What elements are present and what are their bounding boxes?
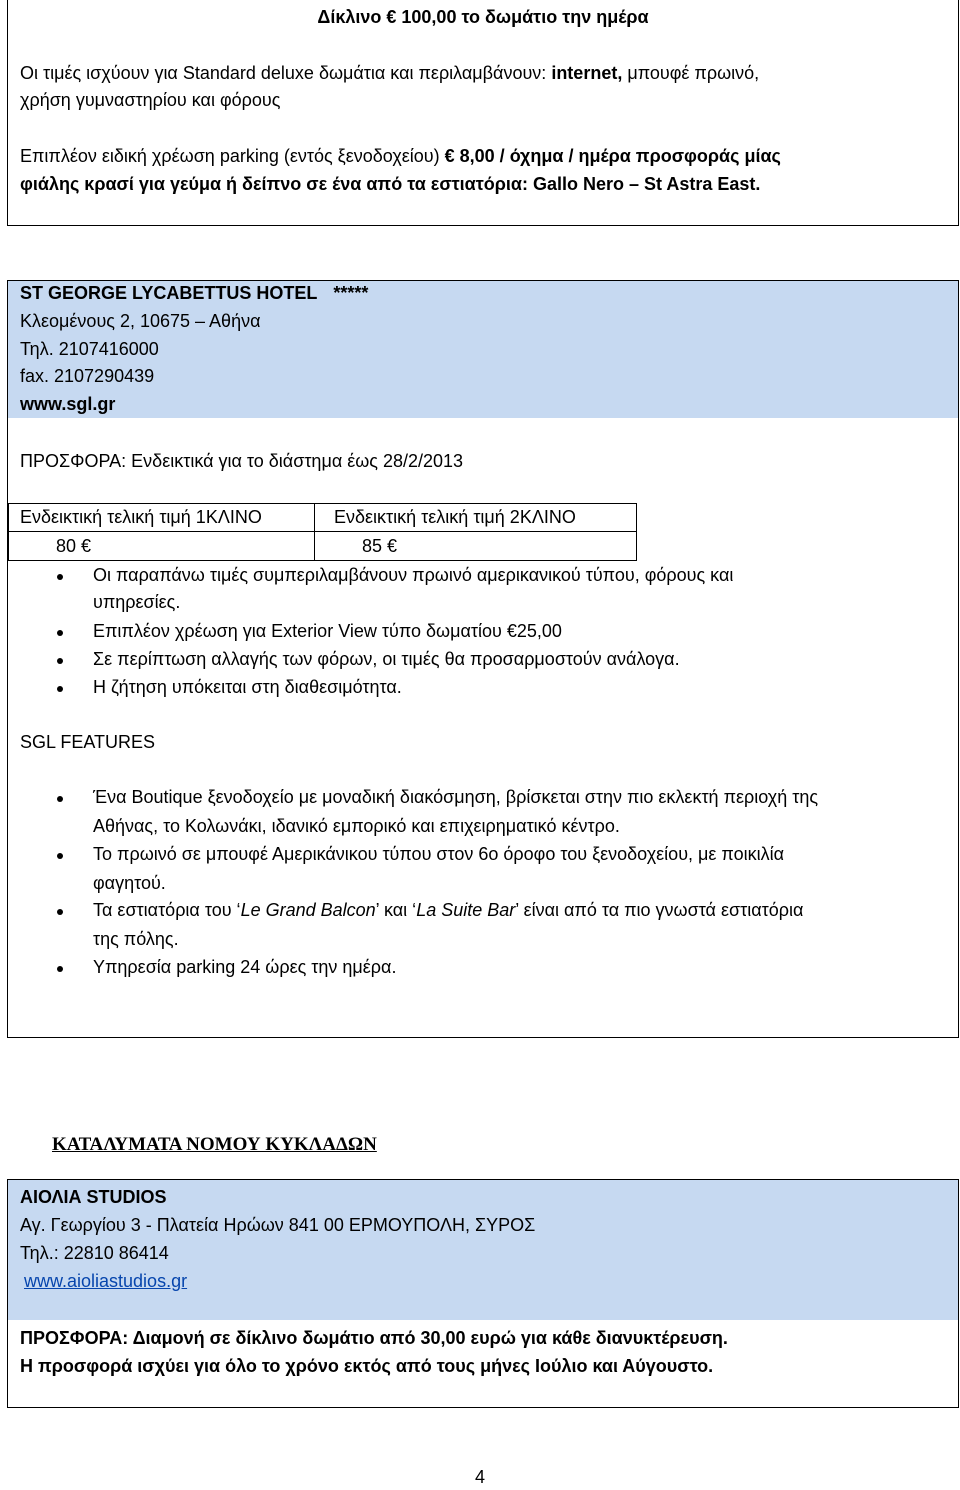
page-number: 4 [474,1467,485,1487]
hotel1-stars: ***** [333,283,369,303]
feature-1-cont: Αθήνας, το Κολωνάκι, ιδανικό εμπορικό και επιχειρηματικό κέντρο. [93,816,620,836]
hotel1-bullet-2: Επιπλέον χρέωση για Exterior View τύπο δωματίου €25,00 [93,621,562,641]
price-table-value-1 [8,531,315,561]
hotel1-phone: Τηλ. 2107416000 [20,339,159,359]
bullet-icon [57,909,63,915]
hotel1-website-link[interactable]: www.sgl.gr [20,394,116,414]
price-table-value-1-text: 80 € [56,536,92,556]
top-offer-title: Δίκλινο € 100,00 το δωμάτιο την ημέρα [317,7,649,27]
feature-3-restaurant-1: Le Grand Balcon [240,900,376,920]
bullet-icon [57,630,63,636]
hotel2-website-link[interactable]: www.aioliastudios.gr [24,1271,188,1291]
features-title: SGL FEATURES [20,732,156,752]
price-table-header-2-text: Ενδεικτική τελική τιμή 2ΚΛΙΝΟ [334,507,576,527]
hotel2-offer-2: Η προσφορά ισχύει για όλο το χρόνο εκτός από τους μήνες Ιούλιο και Αύγουστο. [20,1356,714,1376]
feature-4: Υπηρεσία parking 24 ώρες την ημέρα. [93,957,397,977]
hotel2-address: Αγ. Γεωργίου 3 - Πλατεία Ηρώων 841 00 ΕΡΜΟΥΠΟΛΗ, ΣΥΡΟΣ [20,1215,536,1235]
bullet-icon [57,686,63,692]
hotel2-offer-1: ΠΡΟΣΦΟΡΑ: Διαμονή σε δίκλινο δωμάτιο από 30,00 ευρώ για κάθε διανυκτέρευση. [20,1328,728,1348]
top-offer-line-2: χρήση γυμναστηρίου και φόρους [20,90,281,110]
hotel2-phone: Τηλ.: 22810 86414 [20,1243,169,1263]
top-offer-line-3-bold: € 8,00 / όχημα / ημέρα προσφοράς μίας [444,146,781,166]
feature-3 [93,897,803,923]
hotel1-name-text: ST GEORGE LYCABETTUS HOTEL [20,283,318,303]
top-offer-line-3-text: Επιπλέον ειδική χρέωση parking (εντός ξενοδοχείου) [20,146,445,166]
top-offer-line-4: φιάλης κρασί για γεύμα ή δείπνο σε ένα από τα εστιατόρια: Gallo Nero – St Astra East. [20,174,761,194]
feature-2: Το πρωινό σε μπουφέ Αμερικάνικου τύπου στον 6ο όροφο του ξενοδοχείου, με ποικιλία [93,844,785,864]
bullet-icon [57,574,63,580]
hotel1-bullet-1: Οι παραπάνω τιμές συμπεριλαμβάνουν πρωινό αμερικανικού τύπου, φόρους και [93,565,734,585]
section-heading: ΚΑΤΑΛΥΜΑΤΑ ΝΟΜΟΥ ΚΥΚΛΑΔΩΝ [52,1134,377,1155]
feature-3-restaurant-2: La Suite Bar [416,900,516,920]
feature-3-a: Τα εστιατόρια του ‘ [93,900,241,920]
hotel2-name: ΑΙΟΛΙΑ STUDIOS [20,1187,167,1207]
feature-2-cont: φαγητού. [93,873,166,893]
top-offer-line-1-text: Οι τιμές ισχύουν για Standard deluxe δωμάτια και περιλαμβάνουν: [20,63,552,83]
bullet-icon [57,966,63,972]
bullet-icon [57,796,63,802]
top-offer-line-1 [20,60,759,86]
hotel1-offer: ΠΡΟΣΦΟΡΑ: Ενδεικτικά για το διάστημα έως 28/2/2013 [20,451,464,471]
hotel1-fax: fax. 2107290439 [20,366,155,386]
price-table-header-1-text: Ενδεικτική τελική τιμή 1ΚΛΙΝΟ [20,507,262,527]
feature-1: Ένα Boutique ξενοδοχείο με μοναδική διακόσμηση, βρίσκεται στην πιο εκλεκτή περιοχή της [93,787,819,807]
top-offer-line-1-bold: internet, [551,63,623,83]
price-table-value-2-text: 85 € [362,536,398,556]
bullet-icon [57,853,63,859]
feature-3-b: ’ και ‘ [375,900,417,920]
hotel1-bullet-3: Σε περίπτωση αλλαγής των φόρων, οι τιμές θα προσαρμοστούν ανάλογα. [93,649,680,669]
hotel1-bullet-1-cont: υπηρεσίες. [93,592,181,612]
top-offer-line-1-end: μπουφέ πρωινό, [622,63,760,83]
feature-3-c: ’ είναι από τα πιο γνωστά εστιατόρια [515,900,804,920]
hotel1-name [20,280,368,306]
top-offer-line-3 [20,143,781,169]
feature-3-cont: της πόλης. [93,929,179,949]
hotel1-bullet-4: Η ζήτηση υπόκειται στη διαθεσιμότητα. [93,677,402,697]
bullet-icon [57,658,63,664]
hotel1-address: Κλεομένους 2, 10675 – Αθήνα [20,311,261,331]
